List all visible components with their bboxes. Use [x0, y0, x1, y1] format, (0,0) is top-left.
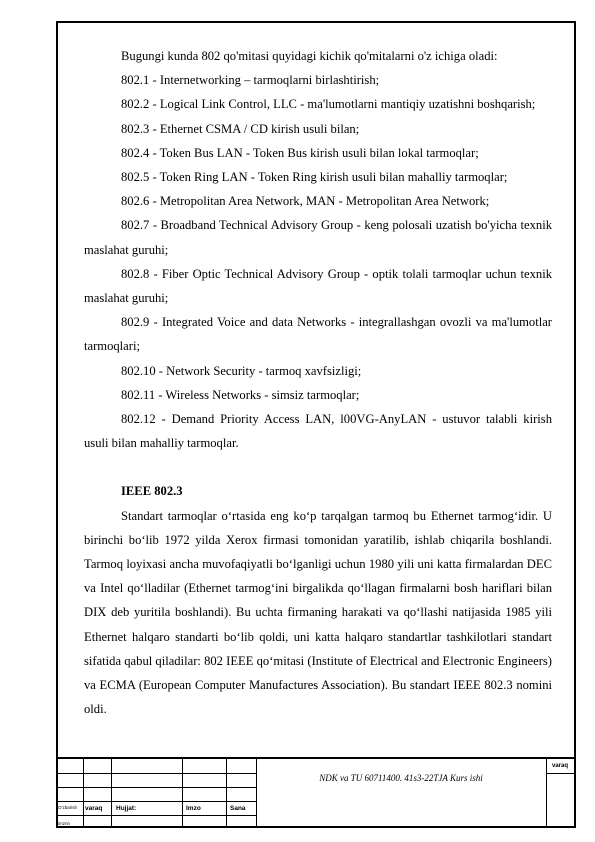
paragraph: 802.11 - Wireless Networks - simsiz tarmoqlar; — [121, 387, 360, 402]
sheet-column-label: varaq — [85, 805, 103, 812]
paragraph: 802.9 - Integrated Voice and data Networks - integrallashgan ovozli va ma'lumotlar tarmoqlari; — [84, 315, 552, 354]
paragraph: Standart tarmoqlar o‘rtasida eng ko‘p tarqalgan tarmoq bu Ethernet tarmog‘idir. U birinchi bo‘lib 1972 yilda Xerox firmasi tomonidan yaratilib, ishlab chiqarila boshlandi. Tarmoq loyixasi ancha muvofaqiyatli bo‘lganligi uchun 1980 yili uni katta firmalardan DEC va Intel qo‘lladilar (Ethernet tarmog‘ini birgalikda qo‘llagan firmalarni bosh hariflari bilan DIX deb yuritila boshlandi). Bu uchta firmaning harakati va qo‘llashi natijasida 1985 yili Ethernet halqaro standarti bo‘lib qoldi, uni katta halqaro standartlar tashkilotlari standart sifatida qabul qiladilar: 802 IEEE qo‘mitasi (Institute of Electrical and Electronic Engineers) va ECMA (European Computer Manufactures Association). Bu standart IEEE 802.3 nomini oldi. — [84, 508, 552, 717]
sheet-label: varaq — [552, 763, 569, 769]
paragraph: 802.7 - Broadband Technical Advisory Group - keng polosali uzatish bo'yicha texnik maslahat guruhi; — [84, 218, 552, 257]
paragraph: Bugungi kunda 802 qo'mitasi quyidagi kichik qo'mitalarni o'z ichiga oladi: — [121, 49, 498, 63]
paragraph: 802.3 - Ethernet CSMA / CD kirish usuli bilan; — [121, 121, 360, 136]
paragraph: 802.12 - Demand Priority Access LAN, l00VG-AnyLAN - ustuvor talabli kirish usuli bilan mahalliy tarmoqlar. — [84, 412, 552, 451]
paragraph: 802.6 - Metropolitan Area Network, MAN - Metropolitan Area Network; — [121, 194, 490, 209]
date-column-label: Sana — [230, 805, 246, 812]
paragraph: 802.10 - Network Security - tarmoq xavfsizligi; — [121, 363, 362, 378]
paragraph: 802.5 - Token Ring LAN - Token Ring kirish usuli bilan mahalliy tarmoqlar; — [121, 170, 508, 185]
title-block — [56, 757, 576, 828]
paragraph: 802.4 - Token Bus LAN - Token Bus kirish usuli bilan lokal tarmoqlar; — [121, 145, 479, 160]
paragraph: 802.2 - Logical Link Control, LLC - ma'lumotlarni mantiqiy uzatishni boshqarish; — [121, 97, 536, 112]
change-label: O‘zbarish — [58, 805, 78, 810]
document-column-label: Hujjat: — [116, 805, 137, 812]
paragraph: 802.1 - Internetworking – tarmoqlarni birlashtirish; — [121, 73, 380, 88]
signature-column-label: Imzo — [186, 805, 201, 812]
paragraph: 802.8 - Fiber Optic Technical Advisory Group - optik tolali tarmoqlar uchun texnik maslahat guruhi; — [84, 266, 552, 306]
document-code: NDK va TU 60711400. 41s3-22TJA Kurs ishi — [319, 773, 483, 783]
section-heading: IEEE 802.3 — [121, 484, 183, 499]
bottom-small-label: imznn — [58, 821, 71, 826]
document-body — [84, 44, 552, 721]
